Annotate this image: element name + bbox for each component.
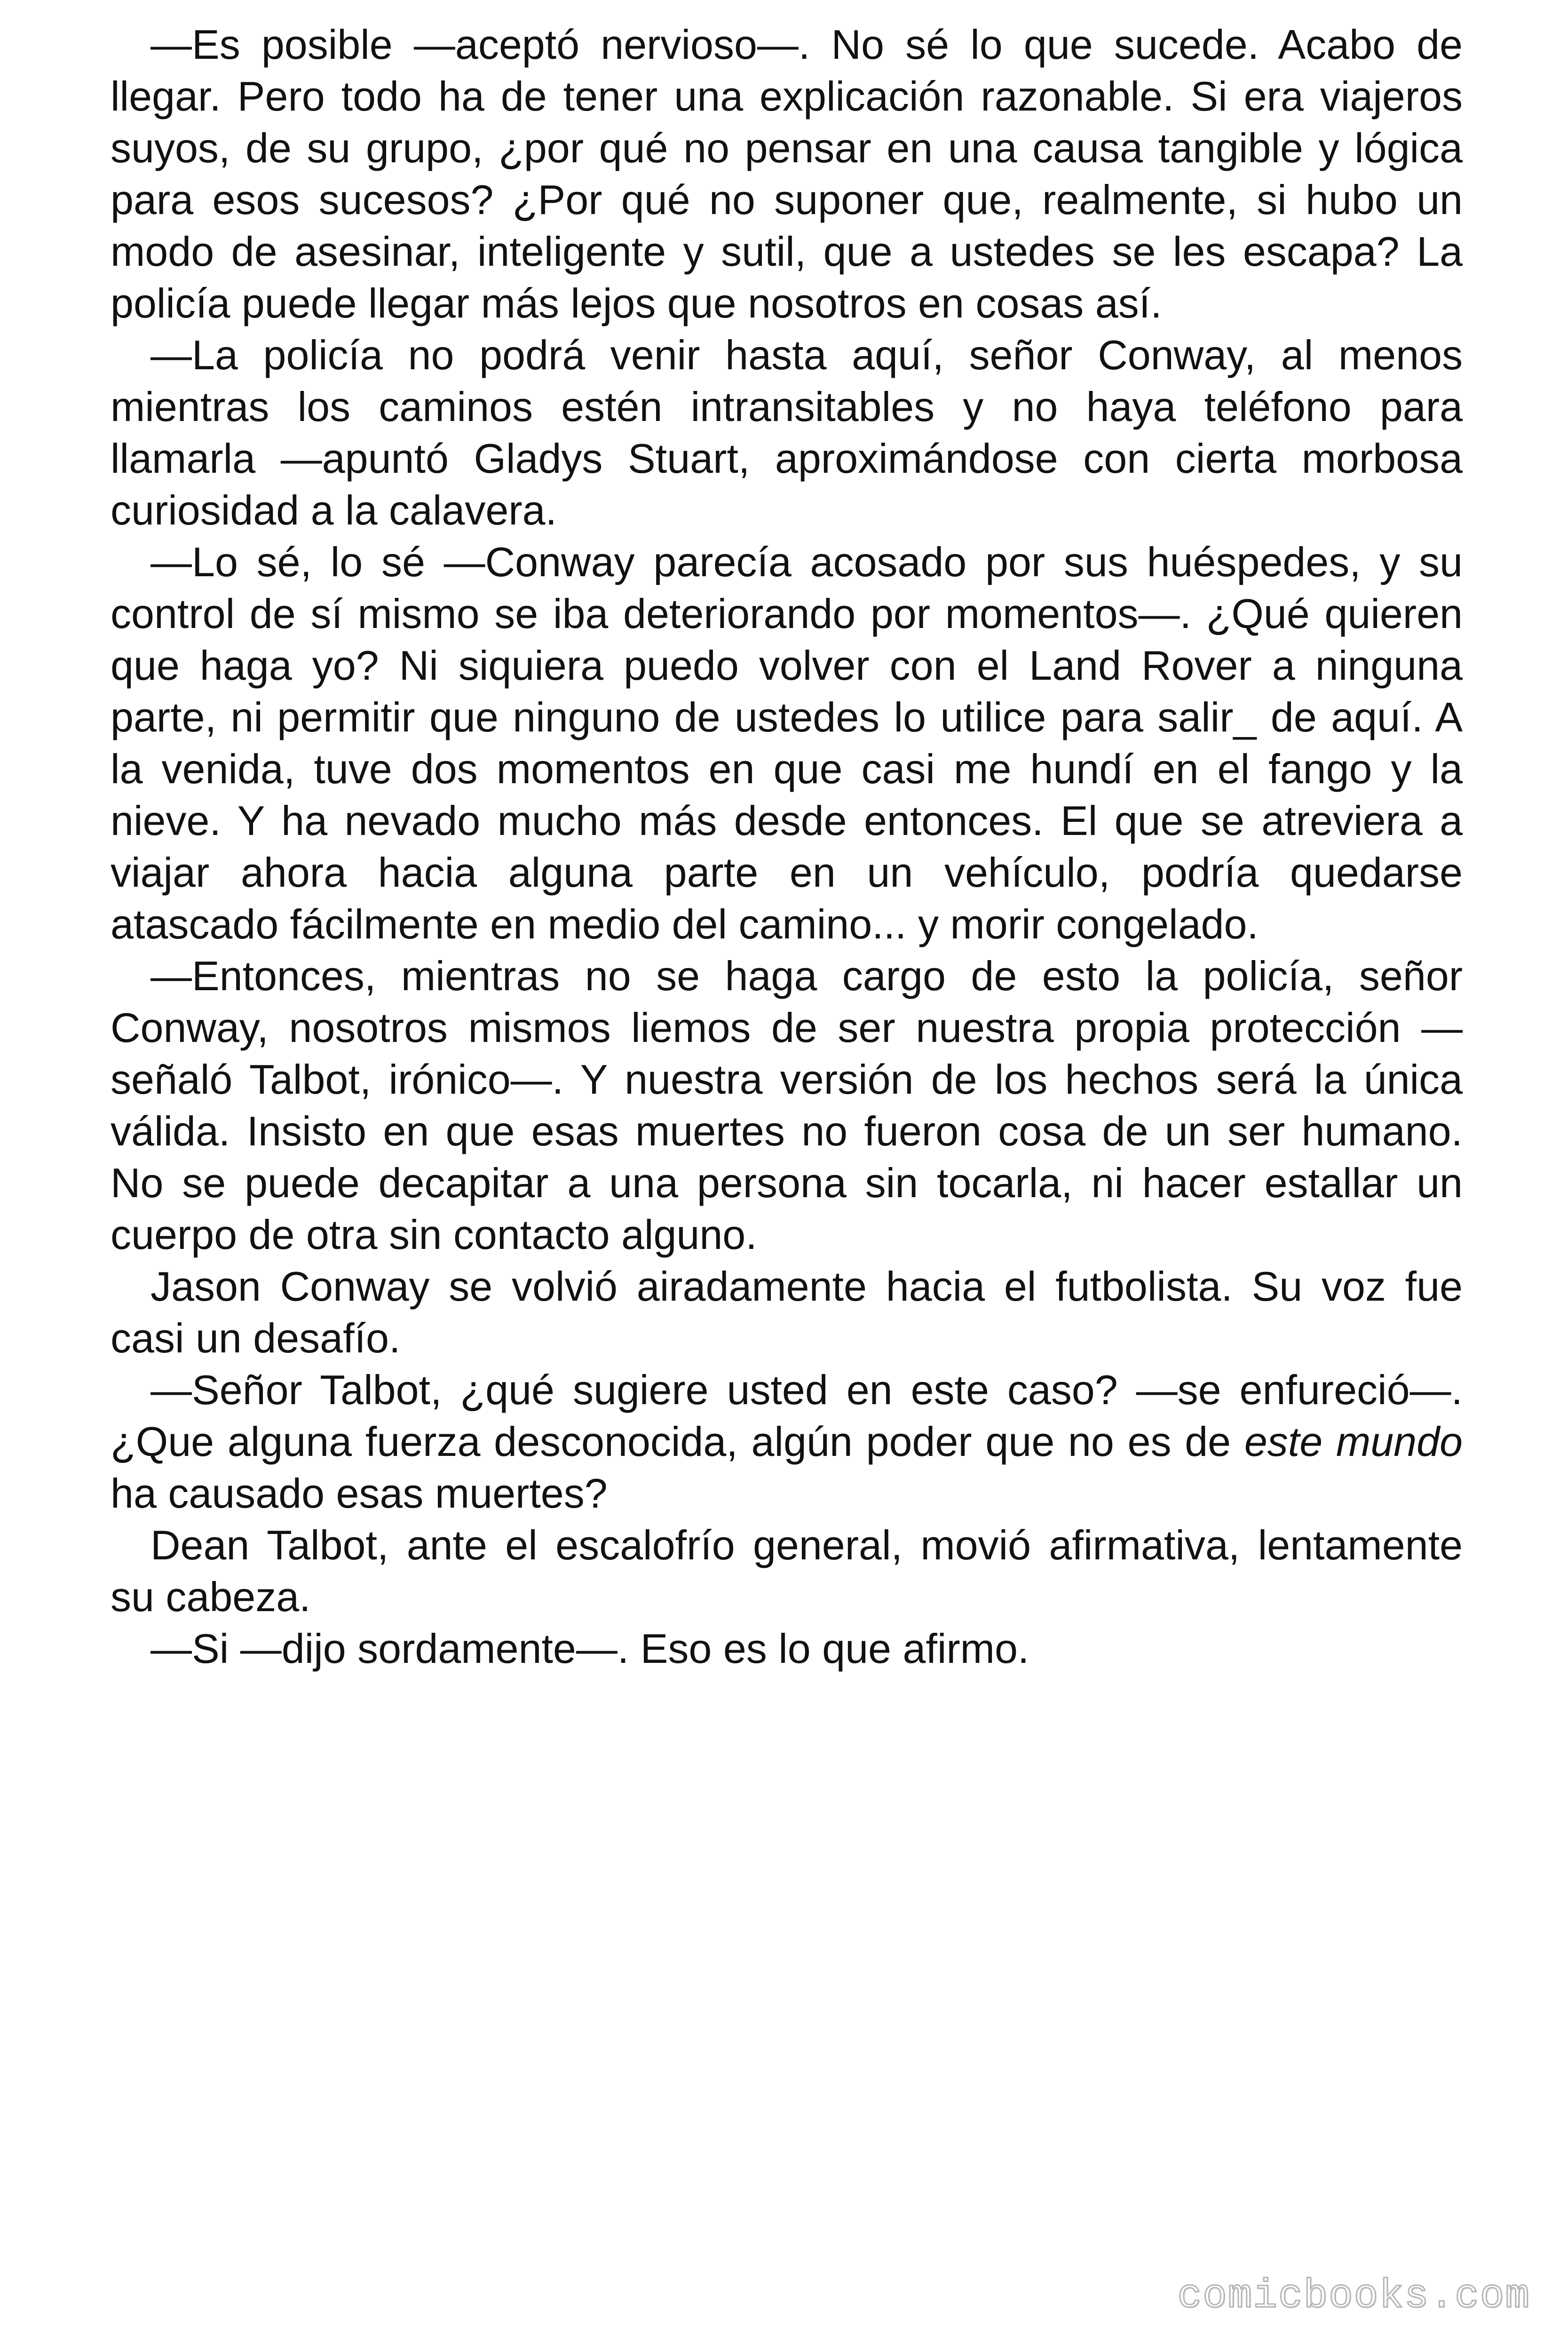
paragraph: —La policía no podrá venir hasta aquí, señor Conway, al menos mientras los caminos estén intransitables y no haya teléfono para llamarla —apuntó Gladys Stuart, aproximándose con cierta morbosa curiosidad a la calavera. bbox=[111, 332, 1463, 533]
paragraph: —Lo sé, lo sé —Conway parecía acosado por sus huéspedes, y su control de sí mismo se iba deteriorando por momentos—. ¿Qué quieren que haga yo? Ni siquiera puedo volver con el Land Rover a ninguna parte, ni permitir que ninguno de ustedes lo utilice para salir_ de aquí. A la venida, tuve dos momentos en que casi me hundí en el fango y la nieve. Y ha nevado mucho más desde entonces. El que se atreviera a viajar ahora hacia alguna parte en un vehículo, podría quedarse atascado fácilmente en medio del camino... y morir congelado. bbox=[111, 539, 1463, 947]
paragraph: Dean Talbot, ante el escalofrío general, movió afirmativa, lentamente su cabeza. bbox=[111, 1522, 1463, 1620]
paragraph: —Es posible —aceptó nervioso—. No sé lo que sucede. Acabo de llegar. Pero todo ha de tener una explicación razonable. Si era viajeros suyos, de su grupo, ¿por qué no pensar en una causa tangible y lógica para esos sucesos? ¿Por qué no suponer que, realmente, si hubo un modo de asesinar, inteligente y sutil, que a ustedes se les escapa? La policía puede llegar más lejos que nosotros en cosas así. bbox=[111, 21, 1463, 326]
body-text bbox=[111, 19, 1463, 1675]
paragraph: Jason Conway se volvió airadamente hacia el futbolista. Su voz fue casi un desafío. bbox=[111, 1263, 1463, 1361]
paragraph-text: ha causado esas muertes? bbox=[111, 1470, 608, 1517]
paragraph: —Si —dijo sordamente—. Eso es lo que afirmo. bbox=[150, 1625, 1029, 1672]
italic-emphasis: este mundo bbox=[1244, 1418, 1463, 1465]
paragraph-text: —Señor Talbot, ¿qué sugiere usted en este caso? —se enfureció—. ¿Que alguna fuerza desconocida, algún poder que no es de bbox=[111, 1367, 1463, 1465]
watermark: comicbooks.com bbox=[1177, 2273, 1530, 2319]
paragraph: —Entonces, mientras no se haga cargo de esto la policía, señor Conway, nosotros mismos liemos de ser nuestra propia protección —señaló Talbot, irónico—. Y nuestra versión de los hechos será la única válida. Insisto en que esas muertes no fueron cosa de un ser humano. No se puede decapitar a una persona sin tocarla, ni hacer estallar un cuerpo de otra sin contacto alguno. bbox=[111, 953, 1463, 1258]
paragraph-with-italic bbox=[111, 1364, 1463, 1519]
